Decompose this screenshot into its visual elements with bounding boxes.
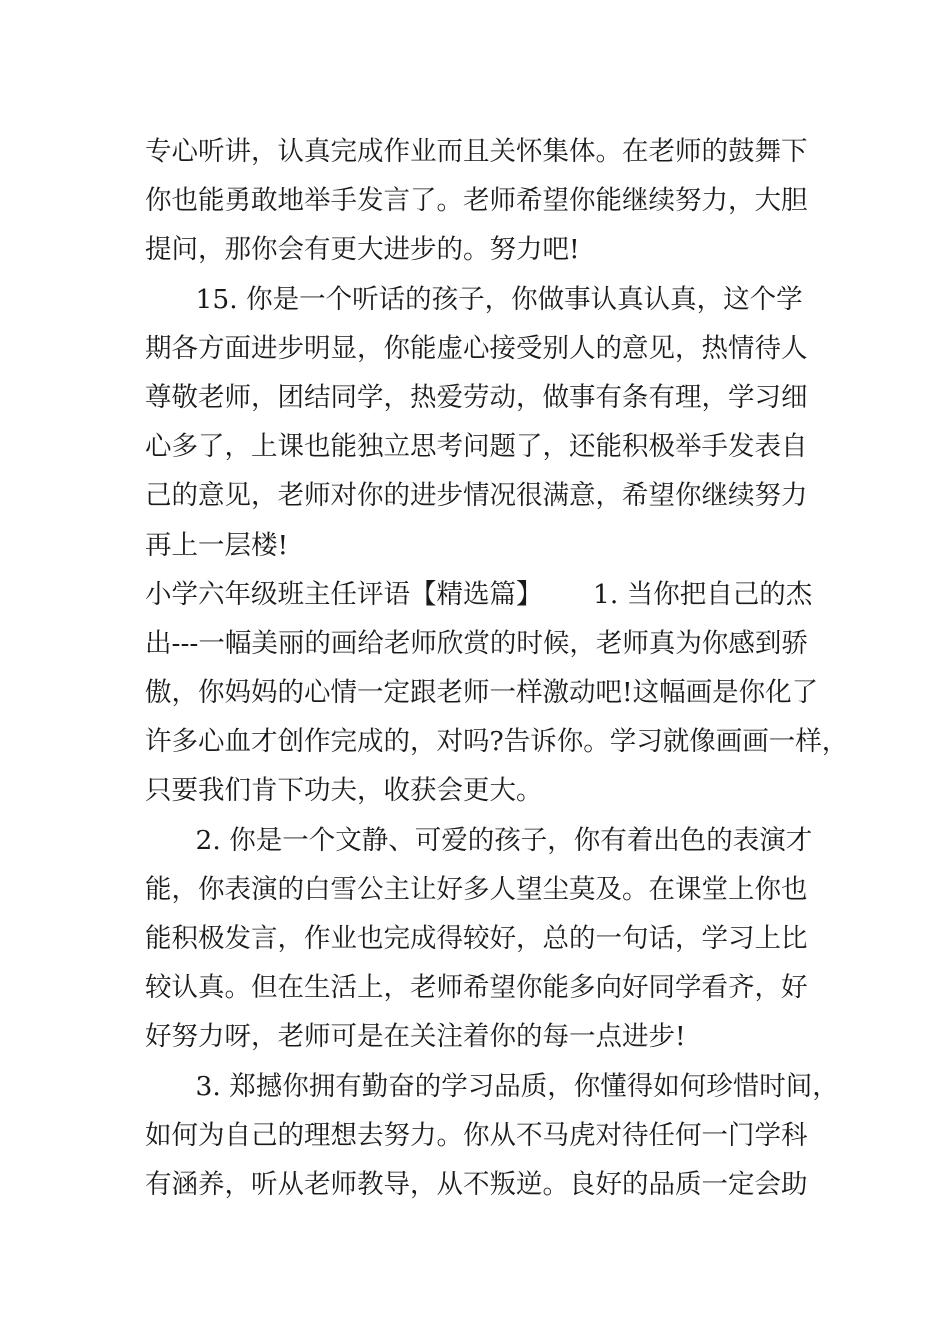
text-line: 己的意见，老师对你的进步情况很满意，希望你继续努力 <box>145 480 808 512</box>
text-line: 专心听讲，认真完成作业而且关怀集体。在老师的鼓舞下 <box>145 136 808 167</box>
text-line: 有涵养，听从老师教导，从不叛逆。良好的品质一定会助 <box>145 1168 808 1200</box>
text-line: 只要我们肯下功夫，收获会更大。 <box>145 775 543 807</box>
section-heading-line: 小学六年级班主任评语【精选篇】 1. 当你把自己的杰 <box>145 578 813 610</box>
text-line: 期各方面进步明显，你能虚心接受别人的意见，热情待人 <box>145 332 808 364</box>
text-line: 15. 你是一个听话的孩子，你做事认真认真，这个学 <box>145 283 803 315</box>
text-line: 能，你表演的白雪公主让好多人望尘莫及。在课堂上你也 <box>145 873 808 905</box>
text-line: 2. 你是一个文静、可爱的孩子，你有着出色的表演才 <box>145 824 813 856</box>
text-line: 出---一幅美丽的画给老师欣赏的时候，老师真为你感到骄 <box>145 627 808 659</box>
document-body <box>145 127 849 1209</box>
text-line: 许多心血才创作完成的，对吗?告诉你。学习就像画画一样， <box>145 726 849 758</box>
text-line: 你也能勇敢地举手发言了。老师希望你能继续努力，大胆 <box>145 185 808 217</box>
text-line: 心多了，上课也能独立思考问题了，还能积极举手发表自 <box>145 431 808 463</box>
text-line: 较认真。但在生活上，老师希望你能多向好同学看齐，好 <box>145 972 808 1004</box>
text-line: 3. 郑撼你拥有勤奋的学习品质，你懂得如何珍惜时间， <box>145 1070 839 1102</box>
text-line: 提问，那你会有更大进步的。努力吧! <box>145 234 580 266</box>
text-line: 傲，你妈妈的心情一定跟老师一样激动吧!这幅画是你化了 <box>145 677 819 709</box>
text-line: 能积极发言，作业也完成得较好，总的一句话，学习上比 <box>145 923 808 954</box>
text-line: 尊敬老师，团结同学，热爱劳动，做事有条有理，学习细 <box>145 381 808 413</box>
text-line: 再上一层楼! <box>145 529 289 561</box>
text-line: 好努力呀，老师可是在关注着你的每一点进步! <box>145 1021 686 1053</box>
text-line: 如何为自己的理想去努力。你从不马虎对待任何一门学科 <box>145 1119 808 1151</box>
